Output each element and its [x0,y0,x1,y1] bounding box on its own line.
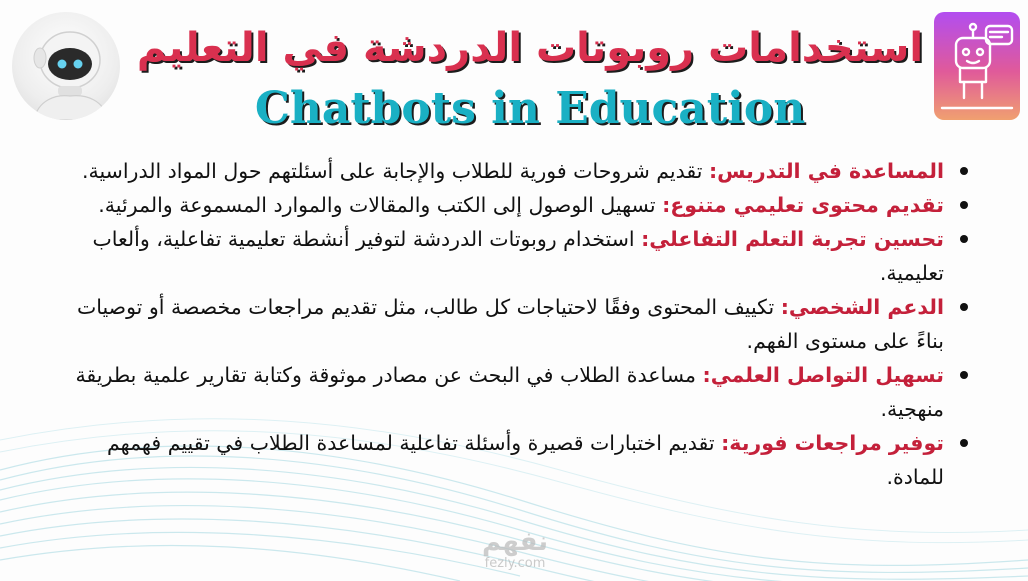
bullet-heading: المساعدة في التدريس: [708,159,944,183]
bullet-dot-icon [960,201,968,209]
bullet-item [44,188,974,222]
bullet-item [44,222,974,290]
bullet-dot-icon [960,303,968,311]
bullet-text: استخدام روبوتات الدردشة لتوفير أنشطة تعليمية تفاعلية، وألعاب تعليمية. [92,227,944,285]
bullet-text: مساعدة الطلاب في البحث عن مصادر موثوقة وكتابة تقارير علمية بطريقة منهجية. [75,363,944,421]
bullet-item [44,358,974,426]
bullet-item [44,290,974,358]
bullet-heading: تسهيل التواصل العلمي: [702,363,944,387]
bullet-dot-icon [960,235,968,243]
page-title-arabic: استخدامات روبوتات الدردشة في التعليم [136,25,924,71]
bullet-heading: توفير مراجعات فورية: [721,431,944,455]
watermark-logo: نفهم [481,527,549,557]
bullet-item [44,426,974,494]
bullet-dot-icon [960,371,968,379]
bullet-dot-icon [960,439,968,447]
bullet-dot-icon [960,167,968,175]
bullet-text: تقديم اختبارات قصيرة وأسئلة تفاعلية لمساعدة الطلاب في تقييم فهمهم للمادة. [106,431,944,489]
robot-avatar-icon [12,12,120,120]
bullet-list [44,154,974,494]
watermark-site: fezly.com [484,556,546,571]
bullet-item [44,154,974,188]
bullet-text: تسهيل الوصول إلى الكتب والمقالات والموارد المسموعة والمرئية. [98,193,663,217]
page-title-english: Chatbots in Education [254,83,806,134]
bullet-heading: الدعم الشخصي: [780,295,944,319]
bullet-text: تقديم شروحات فورية للطلاب والإجابة على أسئلتهم حول المواد الدراسية. [81,159,709,183]
bullet-text: تكييف المحتوى وفقًا لاحتياجات كل طالب، مثل تقديم مراجعات مخصصة أو توصيات بناءً على مستوى الفهم. [76,295,944,353]
watermark [450,528,580,576]
bullet-heading: تحسين تجربة التعلم التفاعلي: [641,227,944,251]
bullet-heading: تقديم محتوى تعليمي متنوع: [662,193,944,217]
chatbot-logo-icon [934,12,1020,120]
